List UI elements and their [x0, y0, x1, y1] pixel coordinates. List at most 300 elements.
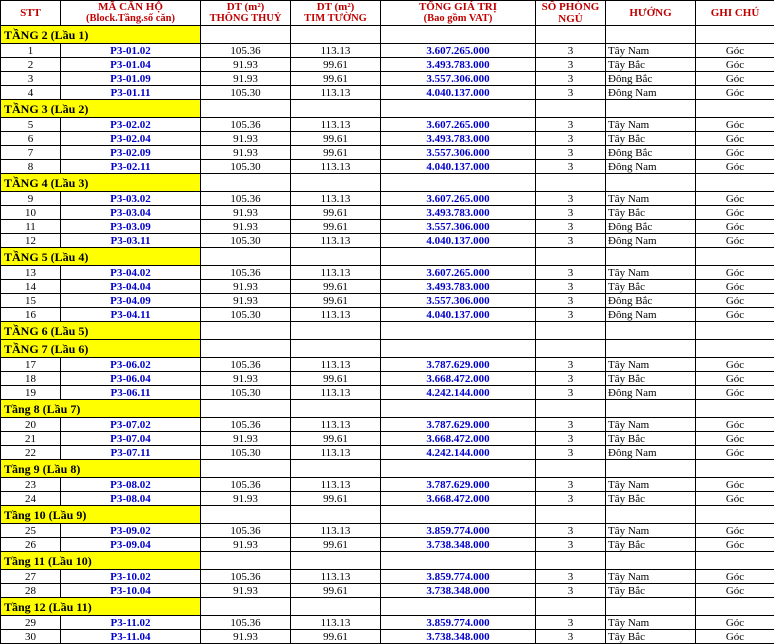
- cell-apartment-code: P3-01.04: [61, 58, 201, 72]
- floor-section-spacer: [536, 598, 606, 616]
- cell-note: Góc: [696, 266, 774, 280]
- floor-section-label: Tầng 9 (Lầu 8): [1, 460, 201, 478]
- cell-stt: 6: [1, 132, 61, 146]
- floor-section-row: [1, 552, 774, 570]
- cell-note: Góc: [696, 538, 774, 552]
- floor-section-row: [1, 100, 774, 118]
- floor-section-spacer: [381, 340, 536, 358]
- column-header-direction-main: HƯỚNG: [629, 7, 671, 19]
- floor-section-spacer: [696, 340, 774, 358]
- table-row: [1, 118, 774, 132]
- cell-direction: Tây Bắc: [606, 132, 696, 146]
- cell-bedrooms: 3: [536, 372, 606, 386]
- cell-note: Góc: [696, 58, 774, 72]
- cell-area-net: 105.36: [201, 266, 291, 280]
- floor-section-spacer: [536, 174, 606, 192]
- cell-direction: Đông Nam: [606, 446, 696, 460]
- cell-stt: 27: [1, 570, 61, 584]
- cell-area-net: 91.93: [201, 584, 291, 598]
- column-header-note-main: GHI CHÚ: [711, 7, 760, 19]
- cell-total-price: 3.787.629.000: [381, 478, 536, 492]
- floor-section-spacer: [606, 100, 696, 118]
- table-row: [1, 72, 774, 86]
- cell-stt: 5: [1, 118, 61, 132]
- table-row: [1, 234, 774, 248]
- floor-section-spacer: [696, 322, 774, 340]
- floor-section-spacer: [536, 460, 606, 478]
- header-row: [1, 1, 774, 26]
- cell-area-net: 105.36: [201, 524, 291, 538]
- cell-total-price: 3.607.265.000: [381, 192, 536, 206]
- cell-note: Góc: [696, 418, 774, 432]
- cell-stt: 13: [1, 266, 61, 280]
- cell-apartment-code: P3-09.04: [61, 538, 201, 552]
- cell-stt: 21: [1, 432, 61, 446]
- table-row: [1, 44, 774, 58]
- cell-apartment-code: P3-01.11: [61, 86, 201, 100]
- cell-bedrooms: 3: [536, 160, 606, 174]
- cell-stt: 22: [1, 446, 61, 460]
- table-row: [1, 280, 774, 294]
- cell-note: Góc: [696, 160, 774, 174]
- column-header-area-gross-sub: TIM TƯỜNG: [291, 13, 380, 25]
- cell-bedrooms: 3: [536, 280, 606, 294]
- cell-note: Góc: [696, 446, 774, 460]
- cell-note: Góc: [696, 308, 774, 322]
- cell-stt: 28: [1, 584, 61, 598]
- cell-total-price: 3.607.265.000: [381, 44, 536, 58]
- table-row: [1, 160, 774, 174]
- table-row: [1, 220, 774, 234]
- cell-total-price: 4.040.137.000: [381, 234, 536, 248]
- cell-direction: Tây Bắc: [606, 206, 696, 220]
- cell-direction: Tây Bắc: [606, 58, 696, 72]
- floor-section-spacer: [291, 400, 381, 418]
- floor-section-spacer: [201, 400, 291, 418]
- cell-area-gross: 99.61: [291, 146, 381, 160]
- floor-section-spacer: [201, 322, 291, 340]
- column-header-area-net: [201, 1, 291, 26]
- floor-section-spacer: [381, 460, 536, 478]
- floor-section-spacer: [536, 322, 606, 340]
- cell-area-gross: 99.61: [291, 492, 381, 506]
- cell-apartment-code: P3-02.11: [61, 160, 201, 174]
- cell-bedrooms: 3: [536, 118, 606, 132]
- floor-section-row: [1, 248, 774, 266]
- floor-section-spacer: [381, 506, 536, 524]
- floor-section-spacer: [606, 598, 696, 616]
- column-header-area-net-main: DT (m²): [227, 1, 265, 13]
- cell-note: Góc: [696, 234, 774, 248]
- column-header-total-price: [381, 1, 536, 26]
- cell-bedrooms: 3: [536, 44, 606, 58]
- cell-bedrooms: 3: [536, 308, 606, 322]
- floor-section-spacer: [536, 100, 606, 118]
- cell-stt: 19: [1, 386, 61, 400]
- floor-section-spacer: [201, 506, 291, 524]
- cell-area-net: 105.36: [201, 616, 291, 630]
- cell-area-gross: 113.13: [291, 44, 381, 58]
- cell-bedrooms: 3: [536, 72, 606, 86]
- cell-apartment-code: P3-01.09: [61, 72, 201, 86]
- column-header-total-price-main: TỔNG GIÁ TRỊ: [419, 1, 497, 13]
- cell-area-net: 91.93: [201, 220, 291, 234]
- cell-area-gross: 99.61: [291, 206, 381, 220]
- table-row: [1, 478, 774, 492]
- cell-bedrooms: 3: [536, 524, 606, 538]
- cell-stt: 11: [1, 220, 61, 234]
- cell-total-price: 3.668.472.000: [381, 372, 536, 386]
- cell-apartment-code: P3-11.02: [61, 616, 201, 630]
- cell-total-price: 3.493.783.000: [381, 280, 536, 294]
- table-row: [1, 132, 774, 146]
- cell-area-gross: 99.61: [291, 132, 381, 146]
- cell-area-gross: 113.13: [291, 308, 381, 322]
- cell-apartment-code: P3-03.04: [61, 206, 201, 220]
- floor-section-label: Tầng 10 (Lầu 9): [1, 506, 201, 524]
- cell-apartment-code: P3-04.02: [61, 266, 201, 280]
- cell-total-price: 4.040.137.000: [381, 308, 536, 322]
- floor-section-row: [1, 460, 774, 478]
- cell-total-price: 3.493.783.000: [381, 206, 536, 220]
- cell-direction: Đông Bắc: [606, 220, 696, 234]
- cell-apartment-code: P3-06.02: [61, 358, 201, 372]
- column-header-bedrooms: [536, 1, 606, 26]
- cell-area-net: 105.30: [201, 234, 291, 248]
- table-row: [1, 358, 774, 372]
- cell-note: Góc: [696, 492, 774, 506]
- cell-direction: Tây Bắc: [606, 492, 696, 506]
- cell-area-gross: 113.13: [291, 446, 381, 460]
- floor-section-spacer: [201, 248, 291, 266]
- cell-area-gross: 99.61: [291, 584, 381, 598]
- floor-section-spacer: [291, 248, 381, 266]
- cell-total-price: 3.668.472.000: [381, 432, 536, 446]
- cell-area-gross: 113.13: [291, 86, 381, 100]
- cell-bedrooms: 3: [536, 432, 606, 446]
- floor-section-row: [1, 174, 774, 192]
- cell-total-price: 3.493.783.000: [381, 132, 536, 146]
- cell-direction: Đông Nam: [606, 308, 696, 322]
- cell-area-gross: 113.13: [291, 524, 381, 538]
- column-header-direction: [606, 1, 696, 26]
- cell-stt: 12: [1, 234, 61, 248]
- cell-total-price: 3.787.629.000: [381, 418, 536, 432]
- floor-section-row: [1, 340, 774, 358]
- cell-apartment-code: P3-03.02: [61, 192, 201, 206]
- cell-bedrooms: 3: [536, 192, 606, 206]
- floor-section-spacer: [201, 340, 291, 358]
- floor-section-row: [1, 322, 774, 340]
- cell-total-price: 3.859.774.000: [381, 524, 536, 538]
- cell-area-net: 91.93: [201, 206, 291, 220]
- cell-direction: Đông Nam: [606, 386, 696, 400]
- table-header: [1, 1, 774, 26]
- cell-total-price: 3.607.265.000: [381, 118, 536, 132]
- cell-area-gross: 99.61: [291, 72, 381, 86]
- cell-bedrooms: 3: [536, 58, 606, 72]
- column-header-note: [696, 1, 774, 26]
- table-row: [1, 266, 774, 280]
- cell-note: Góc: [696, 86, 774, 100]
- cell-note: Góc: [696, 630, 774, 644]
- cell-direction: Đông Bắc: [606, 146, 696, 160]
- cell-stt: 24: [1, 492, 61, 506]
- floor-section-spacer: [696, 598, 774, 616]
- cell-apartment-code: P3-08.02: [61, 478, 201, 492]
- cell-total-price: 3.738.348.000: [381, 584, 536, 598]
- cell-direction: Tây Nam: [606, 192, 696, 206]
- cell-direction: Tây Nam: [606, 44, 696, 58]
- floor-section-spacer: [536, 400, 606, 418]
- floor-section-spacer: [606, 460, 696, 478]
- table-row: [1, 192, 774, 206]
- cell-area-gross: 113.13: [291, 616, 381, 630]
- cell-apartment-code: P3-03.09: [61, 220, 201, 234]
- cell-total-price: 3.859.774.000: [381, 570, 536, 584]
- cell-area-gross: 99.61: [291, 630, 381, 644]
- table-row: [1, 446, 774, 460]
- floor-section-label: TẦNG 3 (Lầu 2): [1, 100, 201, 118]
- cell-area-net: 105.30: [201, 86, 291, 100]
- cell-direction: Tây Nam: [606, 358, 696, 372]
- cell-stt: 2: [1, 58, 61, 72]
- floor-section-spacer: [381, 322, 536, 340]
- cell-total-price: 4.040.137.000: [381, 160, 536, 174]
- cell-area-net: 105.36: [201, 192, 291, 206]
- cell-apartment-code: P3-06.04: [61, 372, 201, 386]
- cell-bedrooms: 3: [536, 630, 606, 644]
- floor-section-label: TẦNG 2 (Lầu 1): [1, 26, 201, 44]
- cell-total-price: 4.242.144.000: [381, 386, 536, 400]
- cell-note: Góc: [696, 372, 774, 386]
- cell-bedrooms: 3: [536, 446, 606, 460]
- table-row: [1, 616, 774, 630]
- cell-note: Góc: [696, 192, 774, 206]
- cell-apartment-code: P3-04.11: [61, 308, 201, 322]
- cell-bedrooms: 3: [536, 266, 606, 280]
- cell-total-price: 3.607.265.000: [381, 266, 536, 280]
- table-body: [1, 26, 774, 644]
- cell-direction: Tây Nam: [606, 524, 696, 538]
- cell-area-gross: 113.13: [291, 118, 381, 132]
- floor-section-spacer: [696, 506, 774, 524]
- cell-note: Góc: [696, 432, 774, 446]
- cell-area-net: 91.93: [201, 146, 291, 160]
- floor-section-spacer: [381, 248, 536, 266]
- cell-area-net: 91.93: [201, 538, 291, 552]
- cell-area-net: 105.30: [201, 160, 291, 174]
- floor-section-row: [1, 26, 774, 44]
- table-row: [1, 386, 774, 400]
- cell-stt: 10: [1, 206, 61, 220]
- cell-area-gross: 99.61: [291, 432, 381, 446]
- cell-note: Góc: [696, 146, 774, 160]
- table-row: [1, 372, 774, 386]
- floor-section-spacer: [696, 26, 774, 44]
- cell-total-price: 3.738.348.000: [381, 538, 536, 552]
- cell-direction: Tây Bắc: [606, 584, 696, 598]
- cell-stt: 29: [1, 616, 61, 630]
- cell-area-gross: 99.61: [291, 58, 381, 72]
- cell-note: Góc: [696, 478, 774, 492]
- floor-section-spacer: [291, 460, 381, 478]
- cell-stt: 4: [1, 86, 61, 100]
- cell-direction: Tây Bắc: [606, 432, 696, 446]
- floor-section-spacer: [381, 26, 536, 44]
- cell-apartment-code: P3-03.11: [61, 234, 201, 248]
- floor-section-spacer: [381, 174, 536, 192]
- cell-stt: 8: [1, 160, 61, 174]
- floor-section-spacer: [536, 340, 606, 358]
- floor-section-spacer: [291, 598, 381, 616]
- cell-area-net: 91.93: [201, 372, 291, 386]
- cell-apartment-code: P3-11.04: [61, 630, 201, 644]
- cell-area-net: 105.36: [201, 418, 291, 432]
- column-header-stt: [1, 1, 61, 26]
- cell-bedrooms: 3: [536, 570, 606, 584]
- floor-section-spacer: [606, 506, 696, 524]
- cell-note: Góc: [696, 118, 774, 132]
- cell-area-gross: 113.13: [291, 478, 381, 492]
- cell-area-net: 105.30: [201, 386, 291, 400]
- cell-apartment-code: P3-02.04: [61, 132, 201, 146]
- cell-total-price: 4.040.137.000: [381, 86, 536, 100]
- cell-note: Góc: [696, 358, 774, 372]
- floor-section-spacer: [291, 174, 381, 192]
- cell-area-gross: 113.13: [291, 160, 381, 174]
- cell-bedrooms: 3: [536, 478, 606, 492]
- cell-stt: 30: [1, 630, 61, 644]
- table-row: [1, 86, 774, 100]
- cell-stt: 14: [1, 280, 61, 294]
- floor-section-label: Tầng 8 (Lầu 7): [1, 400, 201, 418]
- floor-section-label: TẦNG 7 (Lầu 6): [1, 340, 201, 358]
- table-row: [1, 58, 774, 72]
- cell-area-gross: 113.13: [291, 358, 381, 372]
- cell-stt: 23: [1, 478, 61, 492]
- cell-bedrooms: 3: [536, 386, 606, 400]
- cell-stt: 20: [1, 418, 61, 432]
- floor-section-spacer: [201, 26, 291, 44]
- cell-total-price: 3.557.306.000: [381, 146, 536, 160]
- cell-note: Góc: [696, 72, 774, 86]
- cell-direction: Tây Bắc: [606, 372, 696, 386]
- cell-area-net: 91.93: [201, 132, 291, 146]
- cell-note: Góc: [696, 280, 774, 294]
- table-row: [1, 538, 774, 552]
- floor-section-spacer: [696, 174, 774, 192]
- floor-section-spacer: [381, 100, 536, 118]
- column-header-area-net-sub: THÔNG THUỶ: [201, 13, 290, 25]
- cell-area-net: 105.30: [201, 446, 291, 460]
- cell-bedrooms: 3: [536, 492, 606, 506]
- cell-bedrooms: 3: [536, 206, 606, 220]
- cell-total-price: 3.493.783.000: [381, 58, 536, 72]
- floor-section-spacer: [291, 506, 381, 524]
- floor-section-spacer: [696, 552, 774, 570]
- cell-area-gross: 113.13: [291, 234, 381, 248]
- floor-section-spacer: [291, 322, 381, 340]
- table-row: [1, 570, 774, 584]
- cell-direction: Tây Bắc: [606, 280, 696, 294]
- floor-section-spacer: [536, 26, 606, 44]
- floor-section-row: [1, 400, 774, 418]
- cell-direction: Đông Bắc: [606, 72, 696, 86]
- cell-area-gross: 99.61: [291, 538, 381, 552]
- floor-section-row: [1, 506, 774, 524]
- table-row: [1, 584, 774, 598]
- cell-bedrooms: 3: [536, 146, 606, 160]
- cell-stt: 1: [1, 44, 61, 58]
- floor-section-label: Tầng 12 (Lầu 11): [1, 598, 201, 616]
- cell-note: Góc: [696, 584, 774, 598]
- floor-section-spacer: [606, 400, 696, 418]
- cell-apartment-code: P3-10.02: [61, 570, 201, 584]
- cell-area-net: 91.93: [201, 294, 291, 308]
- cell-apartment-code: P3-08.04: [61, 492, 201, 506]
- table-row: [1, 146, 774, 160]
- cell-direction: Tây Nam: [606, 616, 696, 630]
- cell-bedrooms: 3: [536, 418, 606, 432]
- column-header-code-sub: (Block.Tầng.số căn): [61, 13, 200, 25]
- cell-note: Góc: [696, 294, 774, 308]
- floor-section-spacer: [201, 460, 291, 478]
- cell-area-net: 91.93: [201, 58, 291, 72]
- cell-bedrooms: 3: [536, 220, 606, 234]
- cell-direction: Đông Nam: [606, 160, 696, 174]
- cell-stt: 3: [1, 72, 61, 86]
- floor-section-spacer: [291, 552, 381, 570]
- table-row: [1, 524, 774, 538]
- cell-apartment-code: P3-04.04: [61, 280, 201, 294]
- cell-direction: Đông Bắc: [606, 294, 696, 308]
- cell-direction: Tây Nam: [606, 418, 696, 432]
- floor-section-spacer: [291, 26, 381, 44]
- floor-section-spacer: [696, 400, 774, 418]
- cell-direction: Tây Nam: [606, 570, 696, 584]
- cell-note: Góc: [696, 386, 774, 400]
- cell-stt: 7: [1, 146, 61, 160]
- cell-direction: Đông Nam: [606, 234, 696, 248]
- cell-note: Góc: [696, 616, 774, 630]
- cell-total-price: 3.668.472.000: [381, 492, 536, 506]
- column-header-code: [61, 1, 201, 26]
- cell-stt: 26: [1, 538, 61, 552]
- cell-apartment-code: P3-07.04: [61, 432, 201, 446]
- cell-bedrooms: 3: [536, 86, 606, 100]
- cell-total-price: 3.557.306.000: [381, 72, 536, 86]
- cell-direction: Tây Bắc: [606, 538, 696, 552]
- cell-apartment-code: P3-02.02: [61, 118, 201, 132]
- floor-section-spacer: [536, 248, 606, 266]
- cell-area-net: 105.36: [201, 44, 291, 58]
- table-row: [1, 432, 774, 446]
- cell-area-net: 91.93: [201, 72, 291, 86]
- cell-note: Góc: [696, 206, 774, 220]
- column-header-total-price-sub: (Bao gồm VAT): [381, 13, 535, 25]
- cell-apartment-code: P3-02.09: [61, 146, 201, 160]
- cell-total-price: 3.557.306.000: [381, 220, 536, 234]
- floor-section-spacer: [291, 340, 381, 358]
- cell-area-gross: 113.13: [291, 570, 381, 584]
- floor-section-spacer: [606, 340, 696, 358]
- column-header-code-main: MÃ CĂN HỘ: [98, 1, 163, 13]
- cell-note: Góc: [696, 44, 774, 58]
- floor-section-spacer: [606, 248, 696, 266]
- cell-direction: Tây Bắc: [606, 630, 696, 644]
- floor-section-row: [1, 598, 774, 616]
